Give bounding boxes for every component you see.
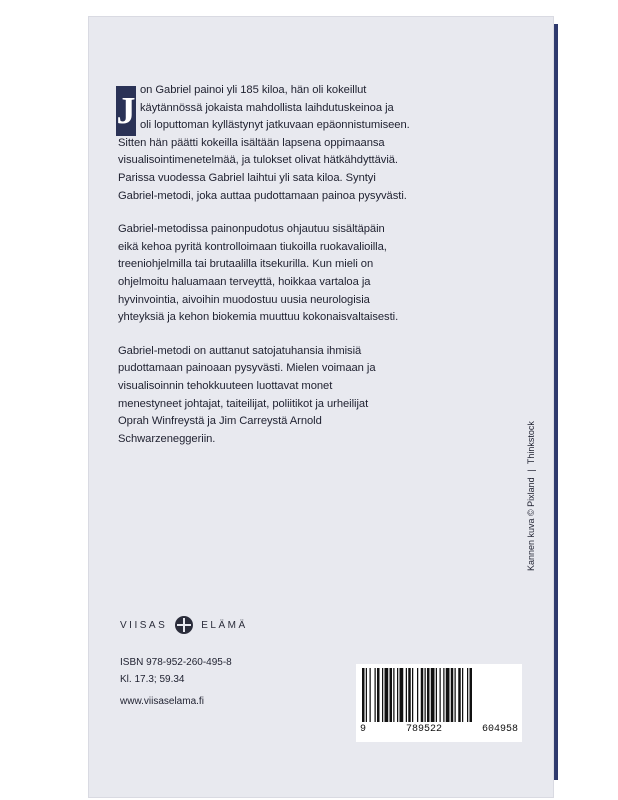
barcode-bars-icon [362, 668, 516, 722]
drop-cap: J [116, 86, 136, 136]
isbn-block [120, 654, 232, 688]
credit-agency: Thinkstock [526, 421, 536, 465]
credit-photo: Kannen kuva © Pixland [526, 477, 536, 571]
publisher-name-left: VIISAS [120, 619, 168, 631]
text-line: Gabriel-metodi, joka auttaa pudottamaan painoa pysyvästi. [118, 189, 407, 202]
text-line: treeniohjelmilla tai brutaalilla itsekurilla. Kun mieli on [118, 258, 374, 271]
text-line: Parissa vuodessa Gabriel laihtui yli sata kiloa. Syntyi [118, 171, 376, 184]
text-line: eikä kehoa pyritä kontrolloimaan tiukoilla ruokavalioilla, [118, 240, 387, 253]
text-line: pudottamaan painoaan pysyvästi. Mielen voimaan ja [118, 362, 376, 375]
text-line: Gabriel-metodissa painonpudotus ohjautuu sisältäpäin [118, 223, 385, 236]
barcode-first-digit: 9 [360, 724, 367, 735]
barcode-group-1: 789522 [405, 724, 442, 735]
text-line: ohjelmoitu haluamaan terveyttä, hoikkaa vartaloa ja [118, 275, 371, 288]
text-line: visualisoinnin tehokkuuteen luottavat monet [118, 379, 333, 392]
library-classification: Kl. 17.3; 59.34 [120, 674, 185, 685]
barcode-number [360, 724, 518, 735]
text-line: oli loputtoman kyllästynyt jatkuvaan epäonnistumiseen. [140, 119, 410, 132]
publisher-url: www.viisaselama.fi [120, 696, 204, 707]
isbn: ISBN 978-952-260-495-8 [120, 657, 232, 668]
blurb-text [118, 82, 526, 464]
text-line: käytännössä jokaista mahdollista laihdutuskeinoa ja [140, 101, 394, 114]
blurb-paragraph-1 [118, 82, 526, 205]
publisher-name-right: ELÄMÄ [201, 619, 248, 631]
text-line: Oprah Winfreystä ja Jim Carreystä Arnold [118, 415, 322, 428]
blurb-paragraph-3 [118, 343, 526, 449]
barcode [356, 664, 522, 742]
cover-photo-credit [526, 418, 536, 571]
publisher-logo [120, 614, 248, 636]
text-line: visualisointimenetelmää, ja tulokset olivat hätkähdyttäviä. [118, 154, 398, 167]
barcode-group-2: 604958 [481, 724, 518, 735]
publisher-logo-icon [175, 616, 193, 634]
text-line: Sitten hän päätti kokeilla isältään lapsena oppimaansa [118, 136, 385, 149]
text-line: on Gabriel painoi yli 185 kiloa, hän oli kokeillut [140, 84, 367, 96]
text-line: hyvinvointia, aivoihin muodostuu uusia neurologisia [118, 293, 370, 306]
blurb-paragraph-2 [118, 221, 526, 327]
text-line: Gabriel-metodi on auttanut satojatuhansia ihmisiä [118, 344, 362, 357]
credit-separator: | [526, 469, 536, 472]
text-line: menestyneet johtajat, taiteilijat, poliitikot ja urheilijat [118, 397, 369, 410]
text-line: yhteyksiä ja kehon biokemia muuttuu kokonaisvaltaisesti. [118, 311, 399, 324]
back-cover [88, 16, 554, 798]
text-line: Schwarzeneggeriin. [118, 432, 216, 445]
